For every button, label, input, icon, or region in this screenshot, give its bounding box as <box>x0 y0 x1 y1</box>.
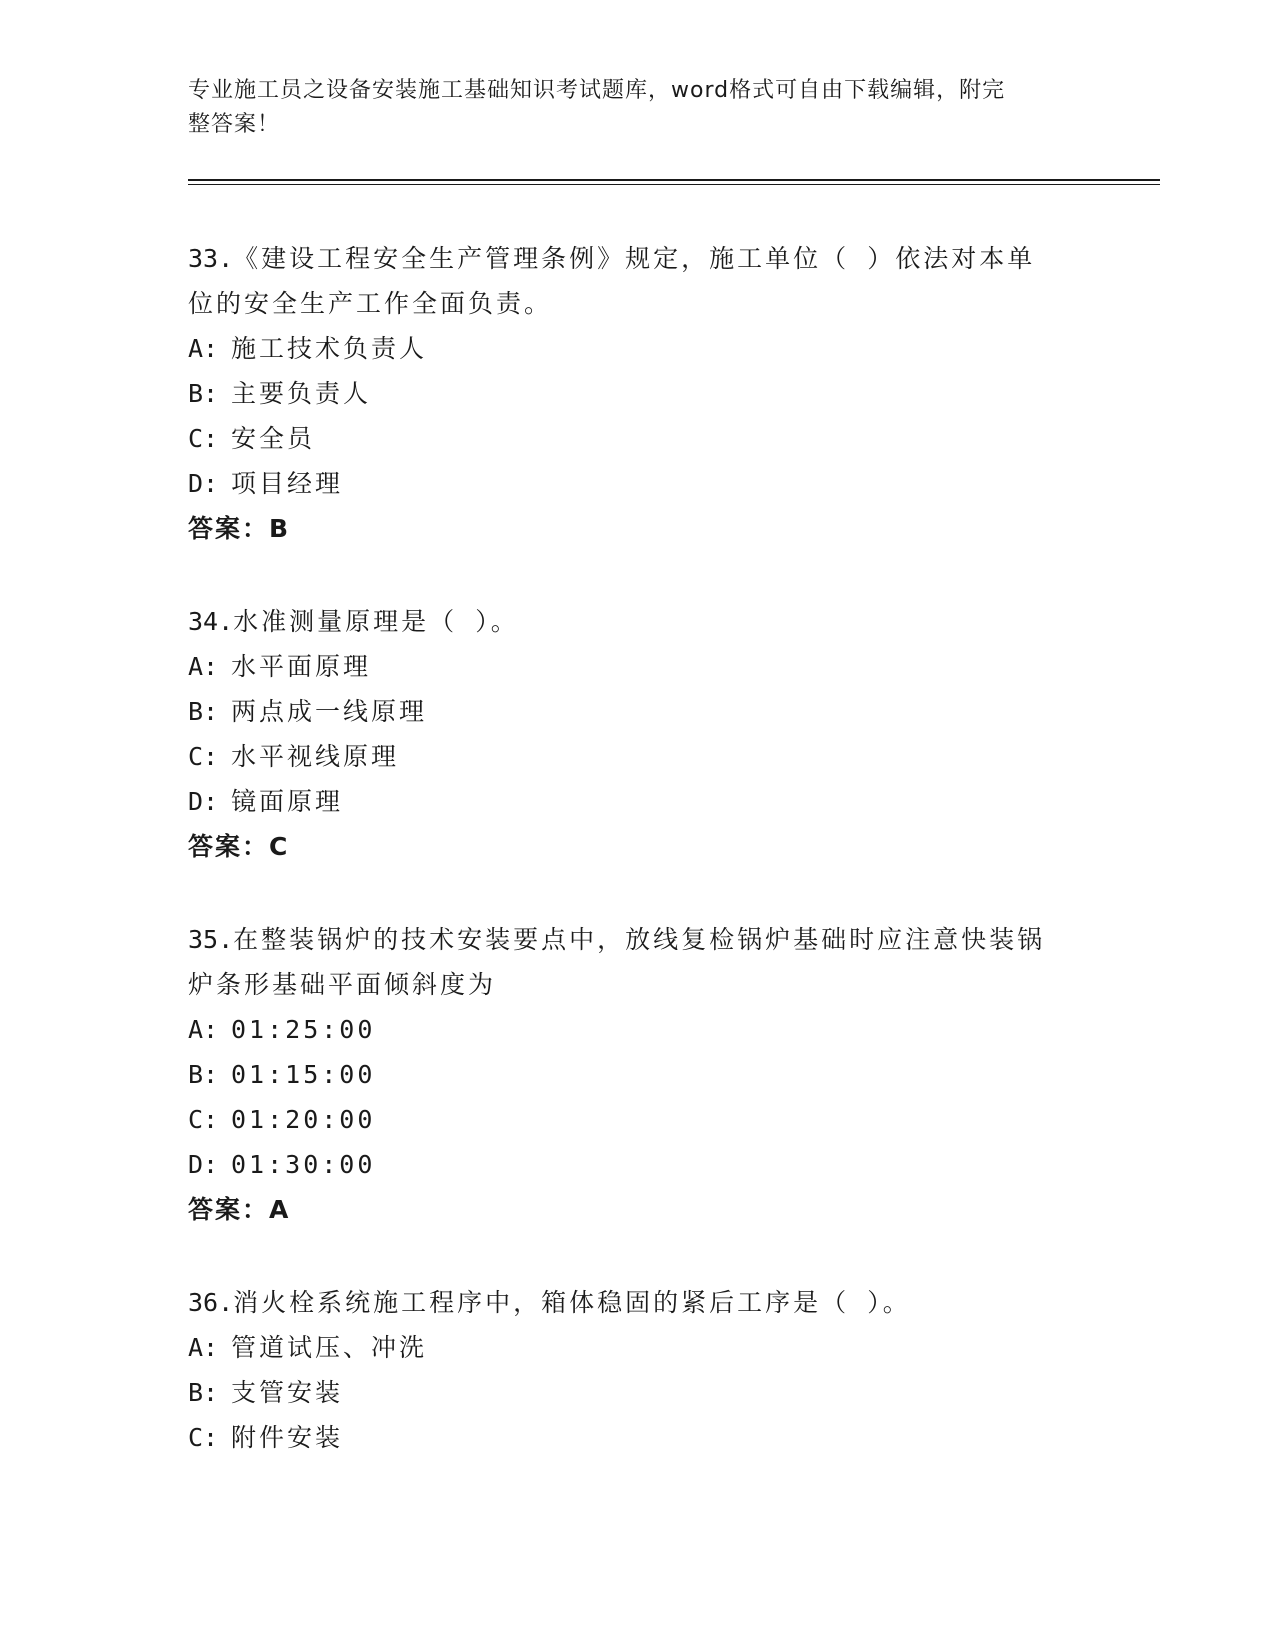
option-a <box>188 1007 1088 1052</box>
option-d <box>188 461 1088 506</box>
question-number: 36. <box>188 1288 234 1317</box>
option-c <box>188 416 1088 461</box>
option-text: 两点成一线原理 <box>231 697 428 726</box>
option-text: 镜面原理 <box>231 787 344 816</box>
answer-label: 答案：A <box>188 1195 291 1224</box>
document-header <box>188 74 1088 142</box>
header-title-line-2: 整答案！ <box>188 112 281 137</box>
option-key: A: <box>188 1015 219 1044</box>
question-36 <box>188 1280 1088 1460</box>
question-stem-line-2: 炉条形基础平面倾斜度为 <box>188 970 497 999</box>
header-divider-thin <box>188 184 1160 185</box>
question-stem <box>188 599 1088 644</box>
option-key: C: <box>188 1423 219 1452</box>
option-key: C: <box>188 1105 219 1134</box>
option-key: A: <box>188 652 219 681</box>
option-b <box>188 689 1088 734</box>
option-key: B: <box>188 379 219 408</box>
option-key: C: <box>188 742 219 771</box>
header-divider-thick <box>188 179 1160 181</box>
option-b <box>188 1052 1088 1097</box>
option-b <box>188 371 1088 416</box>
question-list <box>188 236 1088 1508</box>
option-a <box>188 1325 1088 1370</box>
option-text: 附件安装 <box>231 1423 344 1452</box>
option-a <box>188 644 1088 689</box>
option-key: A: <box>188 334 219 363</box>
question-number: 35. <box>188 925 234 954</box>
option-text: 01:25:00 <box>231 1015 376 1044</box>
question-stem-line-1: 《建设工程安全生产管理条例》规定，施工单位（ ）依法对本单 <box>233 244 1036 273</box>
question-stem <box>188 236 1088 281</box>
option-text: 01:15:00 <box>231 1060 376 1089</box>
question-stem-line-1: 水准测量原理是（ ）。 <box>233 607 519 636</box>
option-text: 管道试压、冲洗 <box>231 1333 428 1362</box>
header-title-line-1: 专业施工员之设备安装施工基础知识考试题库，word格式可自由下载编辑，附完 <box>188 78 1006 103</box>
option-key: C: <box>188 424 219 453</box>
option-d <box>188 779 1088 824</box>
option-text: 水平面原理 <box>231 652 372 681</box>
option-key: D: <box>188 1150 219 1179</box>
option-b <box>188 1370 1088 1415</box>
option-text: 施工技术负责人 <box>231 334 428 363</box>
option-d <box>188 1142 1088 1187</box>
option-text: 主要负责人 <box>231 379 372 408</box>
option-key: B: <box>188 1378 219 1407</box>
question-stem-line-2: 位的安全生产工作全面负责。 <box>188 289 553 318</box>
option-a <box>188 326 1088 371</box>
question-33 <box>188 236 1088 551</box>
option-text: 支管安装 <box>231 1378 344 1407</box>
option-key: D: <box>188 469 219 498</box>
option-text: 01:30:00 <box>231 1150 376 1179</box>
question-stem <box>188 1280 1088 1325</box>
option-c <box>188 1415 1088 1460</box>
question-number: 33. <box>188 244 234 273</box>
option-text: 安全员 <box>231 424 316 453</box>
option-text: 01:20:00 <box>231 1105 376 1134</box>
option-c <box>188 734 1088 779</box>
option-key: B: <box>188 697 219 726</box>
question-stem <box>188 917 1088 962</box>
question-number: 34. <box>188 607 234 636</box>
option-text: 项目经理 <box>231 469 344 498</box>
option-key: D: <box>188 787 219 816</box>
answer-label: 答案：C <box>188 832 290 861</box>
option-key: A: <box>188 1333 219 1362</box>
answer-label: 答案：B <box>188 514 291 543</box>
question-stem-line-1: 在整装锅炉的技术安装要点中，放线复检锅炉基础时应注意快装锅 <box>233 925 1046 954</box>
option-c <box>188 1097 1088 1142</box>
question-stem-line-1: 消火栓系统施工程序中，箱体稳固的紧后工序是（ ）。 <box>233 1288 911 1317</box>
question-35 <box>188 917 1088 1232</box>
option-text: 水平视线原理 <box>231 742 400 771</box>
option-key: B: <box>188 1060 219 1089</box>
question-34 <box>188 599 1088 869</box>
